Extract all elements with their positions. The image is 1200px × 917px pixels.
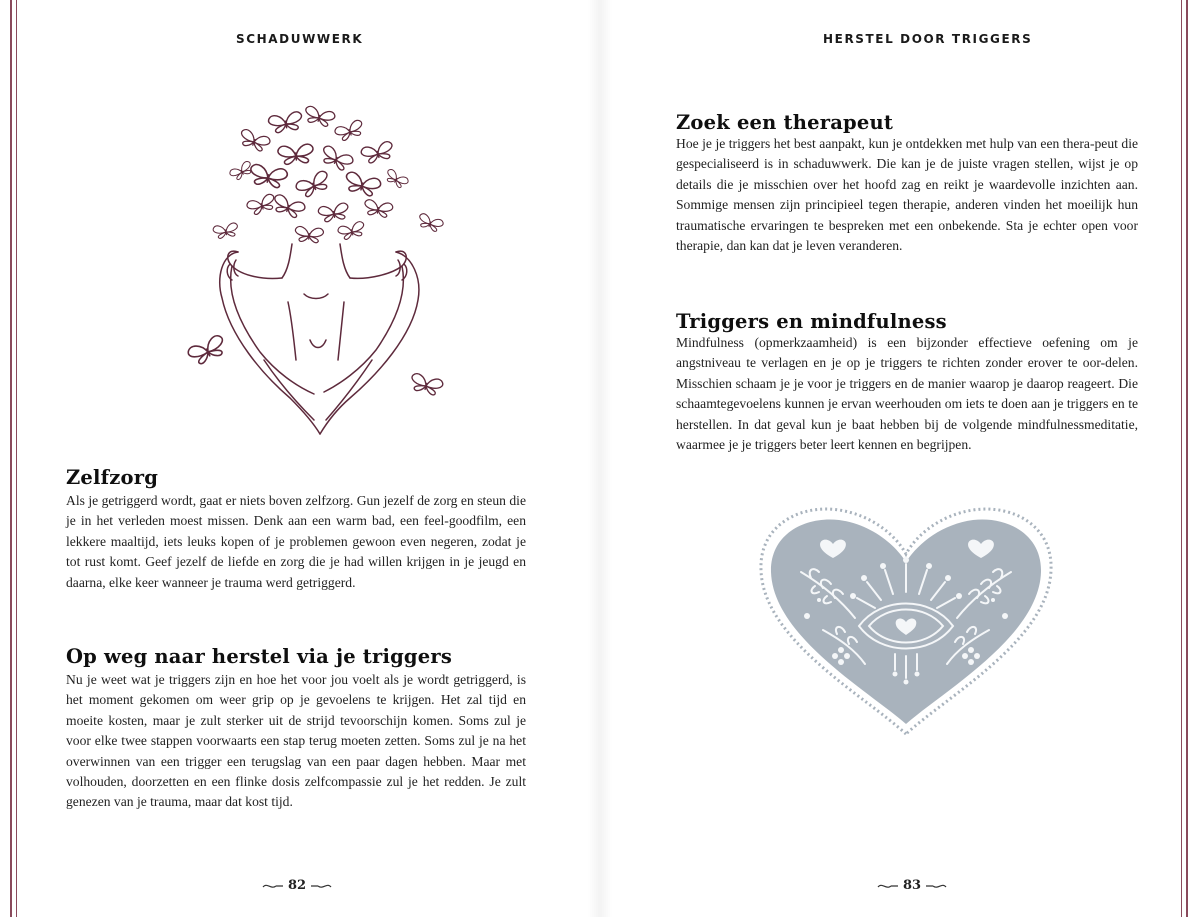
section-body-zelfzorg: Als je getriggerd wordt, gaat er niets boven zelfzorg. Gun jezelf de zorg en steun die je in het verleden moest missen. Denk aan een warm bad, een feel-goodfilm, een lekkere maaltijd, iets leuks kopen of je problemen gewoon even negeren, zodat je tot rust komt. Geef jezelf de liefde en zorg die je had willen krijgen in je jeugd en daarna, elke keer wanneer je trauma werd getriggerd.: [66, 493, 526, 590]
page-number-right: [877, 878, 947, 893]
right-page: [613, 0, 1178, 917]
section-body-triggers-en-mindfulness: Mindfulness (opmerkzaamheid) is een bijzonder effectieve oefening om je angstniveau te verlagen en je op je triggers te richten zonder erover te oor-delen. Misschien schaam je je voor je triggers en de manier waarop je daarop reageert. Die schaamtegevoelens kunnen je ervan weerhouden om iets te doen aan je triggers en te herstellen. In dat geval kun je baat hebben bij de volgende mindfulnessmeditatie, waarmee je je triggers beter leert kennen en begrijpen.: [676, 335, 1138, 453]
left-border-outer: [10, 0, 12, 917]
running-head-left: SCHADUWWERK: [236, 32, 364, 46]
page-number-left-text: 82: [288, 878, 307, 893]
section-title-op-weg-naar-herstel: Op weg naar herstel via je triggers: [66, 645, 453, 668]
book-gutter: [588, 0, 612, 917]
section-body-op-weg-naar-herstel: Nu je weet wat je triggers zijn en hoe het voor jou voelt als je wordt getriggerd, is het moment gekomen om weer grip op je gevoelens te krijgen. Het zal tijd en moeite kosten, maar je zult sterker uit de strijd tevoorschijn komen. Soms zul je voor elke twee stappen voorwaarts een stap terug moeten zetten. Soms zul je na het overwinnen van een trigger een terugslag van een paar dagen hebben. Maar met volhouden, doorzetten en een flinke dosis zelfcompassie zul je het redden. Je zult genezen van je trauma, maar dat kost tijd.: [66, 672, 526, 810]
section-title-triggers-en-mindfulness: Triggers en mindfulness: [676, 310, 947, 333]
folk-heart-eye-icon: [755, 500, 1057, 736]
ornament-left-icon: [262, 881, 284, 891]
page-number-right-text: 83: [903, 878, 922, 893]
section-title-zelfzorg: Zelfzorg: [66, 466, 159, 489]
running-head-right: HERSTEL DOOR TRIGGERS: [823, 32, 1033, 46]
right-border-outer: [1186, 0, 1188, 917]
page-number-left: [262, 878, 332, 893]
right-border-inner: [1181, 0, 1182, 917]
left-page: [22, 0, 587, 917]
butterfly-head-hugging-figure-icon: [164, 98, 454, 443]
section-title-zoek-een-therapeut: Zoek een therapeut: [676, 111, 894, 134]
ornament-left-icon: [877, 881, 899, 891]
section-body-zoek-een-therapeut: Hoe je je triggers het best aanpakt, kun je ontdekken met hulp van een thera-peut die gespecialiseerd is in schaduwwerk. Die kan je de juiste vragen stellen, wijst je op details die je misschien over het hoofd zag en reikt je waardevolle inzichten aan. Sommige mensen zijn principieel tegen therapie, anderen vinden het moeilijk hun traumatische ervaringen te bespreken met een onbekende. Sta je echter open voor therapie, dan kan dat je leven veranderen.: [676, 136, 1138, 254]
left-border-inner: [16, 0, 17, 917]
ornament-right-icon: [310, 881, 332, 891]
ornament-right-icon: [925, 881, 947, 891]
